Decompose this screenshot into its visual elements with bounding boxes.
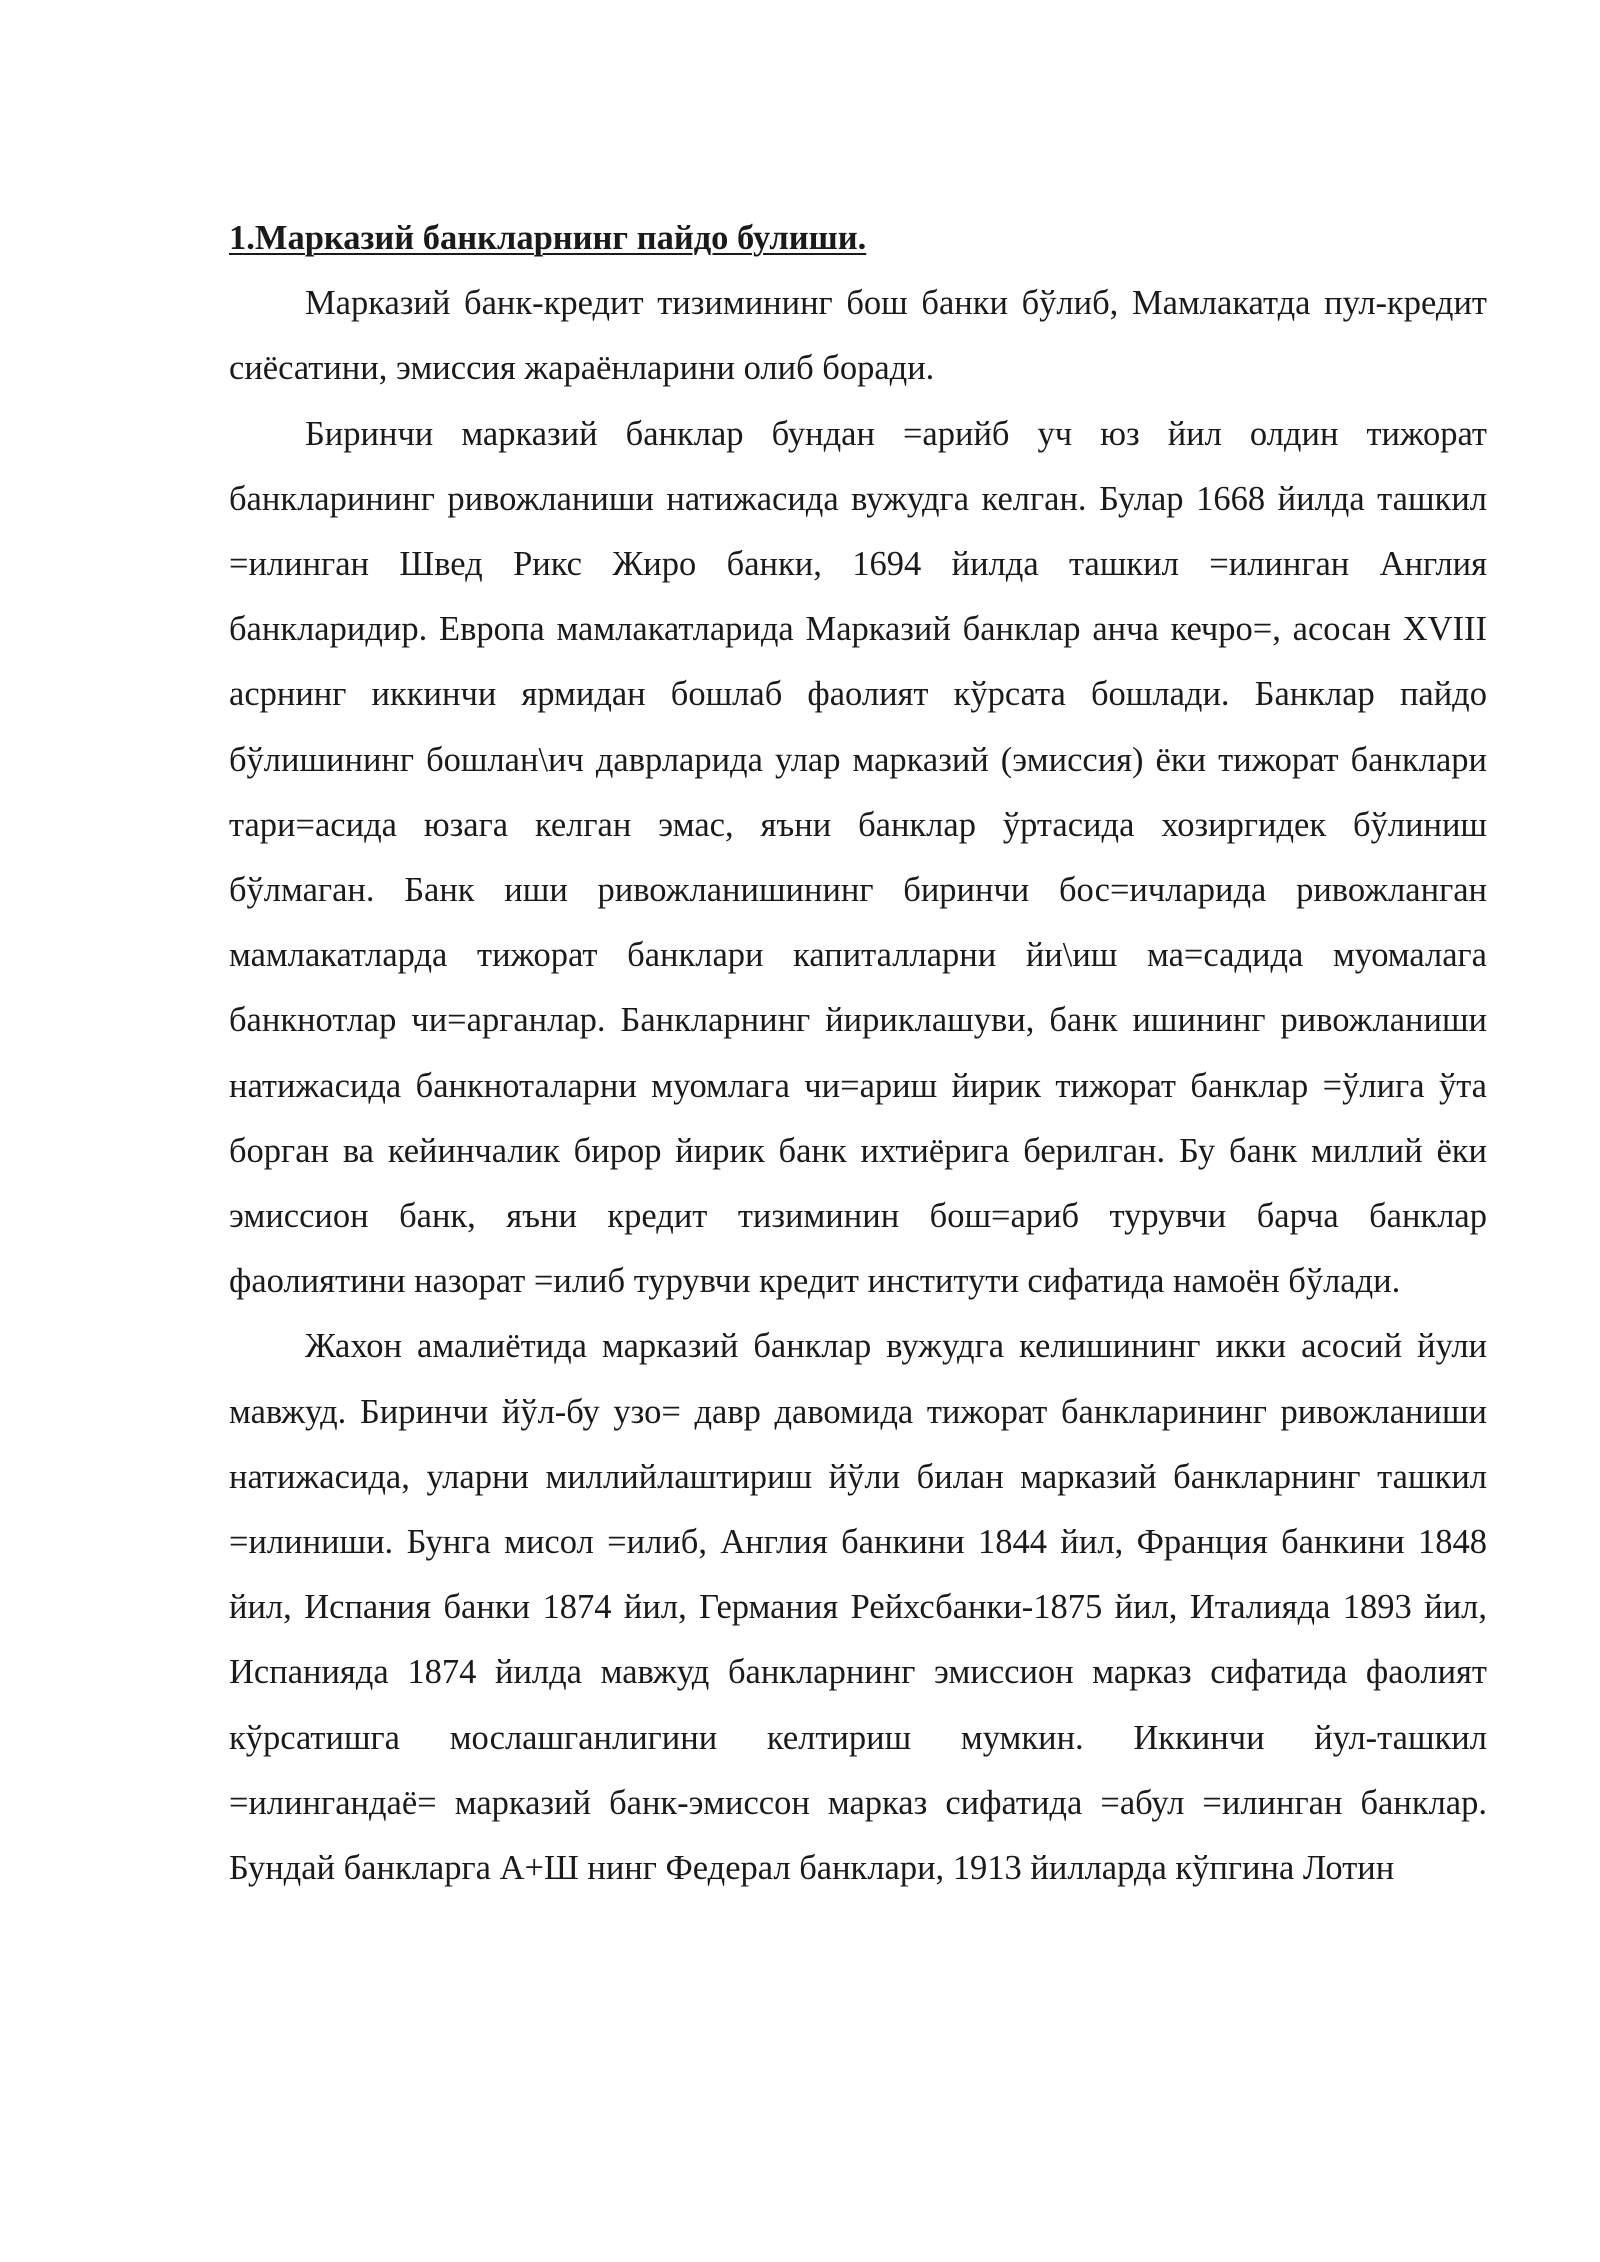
document-body xyxy=(229,206,1487,1901)
paragraph-history: Биринчи марказий банклар бундан =арийб уч юз йил олдин тижорат банкларининг ривожланиши натижасида вужудга келган. Булар 1668 йилда ташкил =илинган Швед Рикс Жиро банки, 1694 йилда ташкил =илинган Англия банкларидир. Европа мамлакатларида Марказий банклар анча кечро=, асосан XVIII асрнинг иккинчи ярмидан бошлаб фаолият кўрсата бошлади. Банклар пайдо бўлишининг бошлан\ич даврларида улар марказий (эмиссия) ёки тижорат банклари тари=асида юзага келган эмас, яъни банклар ўртасида хозиргидек бўлиниш бўлмаган. Банк иши ривожланишининг биринчи бос=ичларида ривожланган мамлакатларда тижорат банклари капиталларни йи\иш ма=садида муомалага банкнотлар чи=арганлар. Банкларнинг йириклашуви, банк ишининг ривожланиши натижасида банкноталарни муомлага чи=ариш йирик тижорат банклар =ўлига ўта борган ва кейинчалик бирор йирик банк ихтиёрига берилган. Бу банк миллий ёки эмиссион банк, яъни кредит тизиминин бош=ариб турувчи барча банклар фаолиятини назорат =илиб турувчи кредит институти сифатида намоён бўлади. xyxy=(229,414,1487,1301)
section-heading: 1.Марказий банкларнинг пайдо булиши. xyxy=(229,219,867,257)
paragraph-intro: Марказий банк-кредит тизимининг бош банки бўлиб, Мамлакатда пул-кредит сиёсатини, эмиссия жараёнларини олиб боради. xyxy=(229,284,1487,388)
paragraph-world-practice: Жахон амалиётида марказий банклар вужудга келишининг икки асосий йули мавжуд. Биринчи йўл-бу узо= давр давомида тижорат банкларининг ривожланиши натижасида, уларни миллийлаштириш йўли билан марказий банкларнинг ташкил =илиниши. Бунга мисол =илиб, Англия банкини 1844 йил, Франция банкини 1848 йил, Испания банки 1874 йил, Германия Рейхсбанки-1875 йил, Италияда 1893 йил, Испанияда 1874 йилда мавжуд банкларнинг эмиссион марказ сифатида фаолият кўрсатишга мослашганлигини келтириш мумкин. Иккинчи йул-ташкил =илингандаё= марказий банк-эмиссон марказ сифатида =абул =илинган банклар. Бундай банкларга А+Ш нинг Федерал банклари, 1913 йилларда кўпгина Лотин xyxy=(229,1327,1487,1888)
